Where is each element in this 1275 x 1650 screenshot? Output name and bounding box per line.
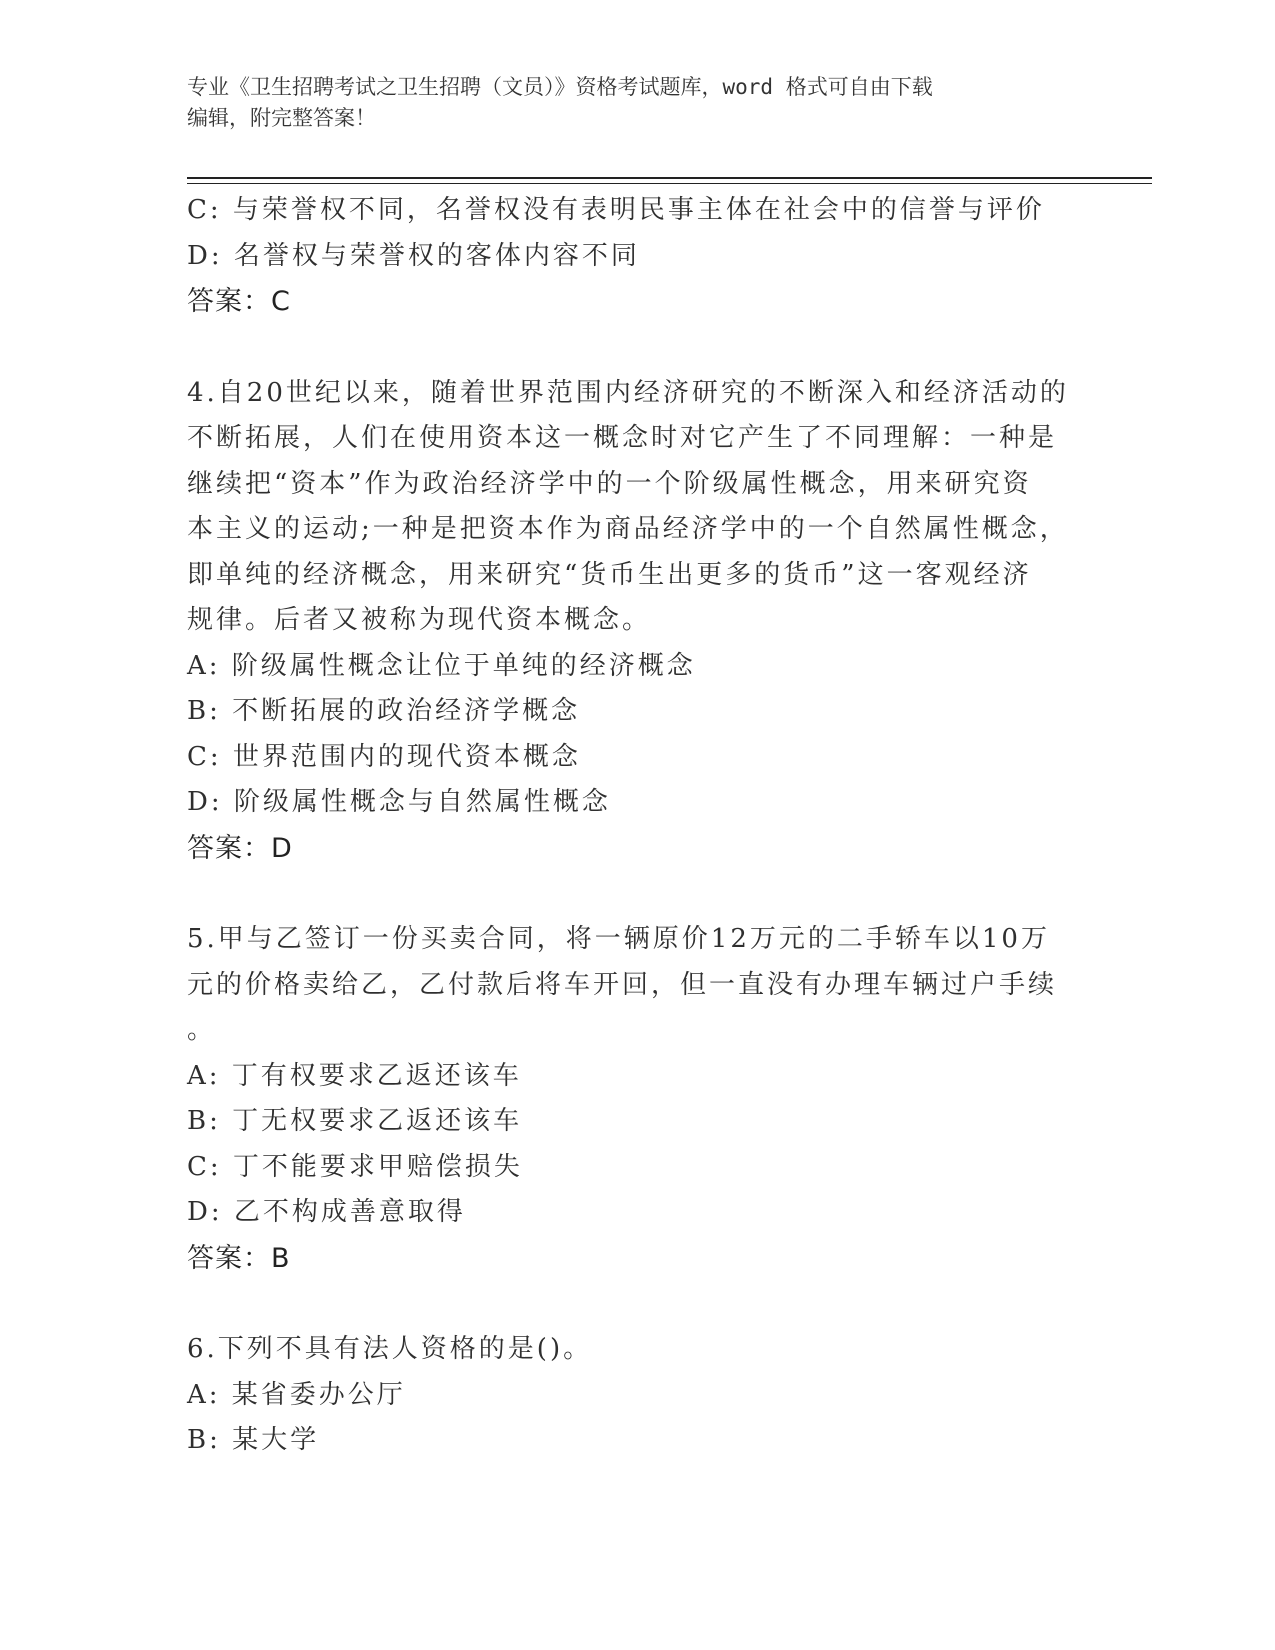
stem-line: 。 bbox=[187, 1015, 217, 1045]
stem-line: 即单纯的经济概念，用来研究“货币生出更多的货币”这一客观经济 bbox=[187, 559, 1032, 590]
question-4 bbox=[187, 371, 1067, 872]
stem-line: 5.甲与乙签订一份买卖合同，将一辆原价12万元的二手轿车以10万 bbox=[187, 924, 1050, 954]
stem-line: 规律。后者又被称为现代资本概念。 bbox=[187, 605, 652, 635]
question-6 bbox=[187, 1327, 1067, 1464]
option-d: D: 阶级属性概念与自然属性概念 bbox=[187, 787, 611, 817]
option-d: D: 乙不构成善意取得 bbox=[187, 1197, 466, 1227]
spacer bbox=[187, 325, 1067, 371]
option-b: B: 某大学 bbox=[187, 1425, 320, 1455]
stem-line: 4.自20世纪以来，随着世界范围内经济研究的不断深入和经济活动的 bbox=[187, 377, 1069, 408]
header-line-2: 编辑，附完整答案！ bbox=[187, 106, 376, 130]
option-d: D: 名誉权与荣誉权的客体内容不同 bbox=[187, 240, 640, 271]
option-a: A: 阶级属性概念让位于单纯的经济概念 bbox=[187, 650, 696, 681]
question-stem bbox=[187, 371, 1067, 644]
option-b: B: 丁无权要求乙返还该车 bbox=[187, 1106, 523, 1136]
option-c: C: 与荣誉权不同，名誉权没有表明民事主体在社会中的信誉与评价 bbox=[187, 195, 1045, 225]
stem-line: 不断拓展，人们在使用资本这一概念时对它产生了不同理解：一种是 bbox=[187, 423, 1058, 453]
document-body bbox=[187, 188, 1067, 1464]
option-a: A: 某省委办公厅 bbox=[187, 1379, 406, 1410]
question-stem: 6.下列不具有法人资格的是()。 bbox=[187, 1334, 593, 1364]
header-line-1: 专业《卫生招聘考试之卫生招聘（文员）》资格考试题库，word 格式可自由下载 bbox=[187, 75, 933, 99]
option-b: B: 不断拓展的政治经济学概念 bbox=[187, 696, 581, 726]
option-c: C: 世界范围内的现代资本概念 bbox=[187, 741, 581, 772]
header-divider-thick bbox=[187, 177, 1152, 179]
answer-label: 答案：C bbox=[187, 286, 291, 317]
question-5 bbox=[187, 917, 1067, 1281]
question-3 bbox=[187, 188, 1067, 325]
answer-label: 答案：B bbox=[187, 1242, 291, 1274]
spacer bbox=[187, 1281, 1067, 1327]
spacer bbox=[187, 871, 1067, 917]
document-header bbox=[187, 72, 1087, 134]
stem-line: 本主义的运动;一种是把资本作为商品经济学中的一个自然属性概念， bbox=[187, 514, 1069, 544]
stem-line: 继续把“资本”作为政治经济学中的一个阶级属性概念，用来研究资 bbox=[187, 468, 1032, 499]
stem-line: 元的价格卖给乙，乙付款后将车开回，但一直没有办理车辆过户手续 bbox=[187, 969, 1058, 1000]
question-stem bbox=[187, 917, 1067, 1054]
option-c: C: 丁不能要求甲赔偿损失 bbox=[187, 1151, 523, 1182]
answer-label: 答案：D bbox=[187, 832, 293, 864]
option-a: A: 丁有权要求乙返还该车 bbox=[187, 1060, 522, 1091]
header-divider-thin bbox=[187, 183, 1152, 184]
